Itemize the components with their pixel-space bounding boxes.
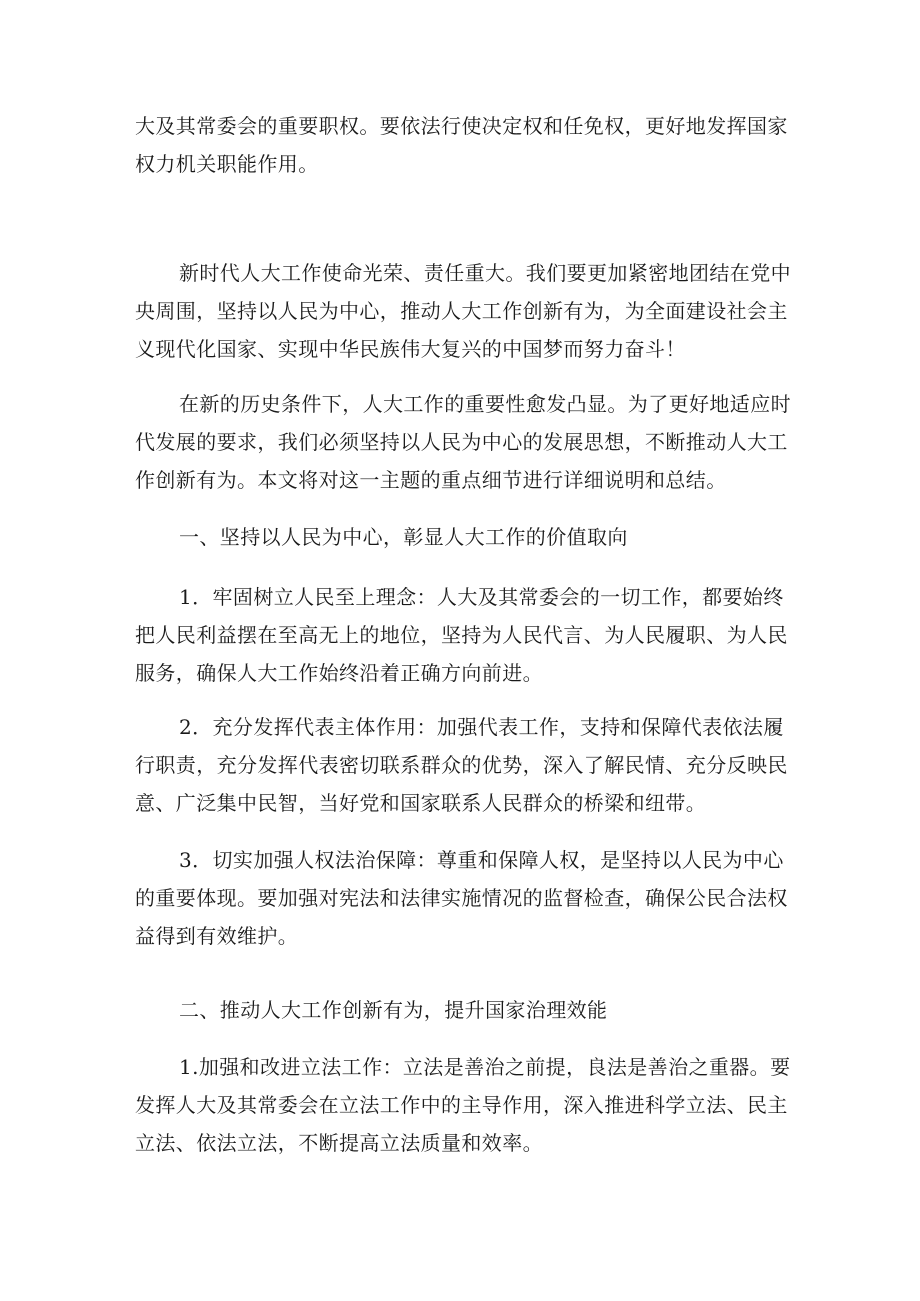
text-line: 3．切实加强人权法治保障：尊重和保障人权，是坚持以人民为中心 xyxy=(179,848,784,872)
heading-text: 一、坚持以人民为中心，彰显人大工作的价值取向 xyxy=(179,525,628,549)
text-line: 代发展的要求，我们必须坚持以人民为中心的发展思想，不断推动人大工 xyxy=(135,430,788,454)
list-item-paragraph xyxy=(135,841,795,955)
text-line: 1．牢固树立人民至上理念：人大及其常委会的一切工作，都要始终 xyxy=(179,585,784,609)
text-line: 发挥人大及其常委会在立法工作中的主导作用，深入推进科学立法、民主 xyxy=(135,1093,788,1117)
text-line: 服务，确保人大工作始终沿着正确方向前进。 xyxy=(135,661,543,685)
text-line: 2．充分发挥代表主体作用：加强代表工作，支持和保障代表依法履 xyxy=(179,715,784,739)
list-item-paragraph xyxy=(135,578,795,692)
text-line: 行职责，充分发挥代表密切联系群众的优势，深入了解民情、充分反映民 xyxy=(135,753,788,777)
text-line: 1.加强和改进立法工作：立法是善治之前提，良法是善治之重器。要 xyxy=(179,1055,791,1079)
text-line: 益得到有效维护。 xyxy=(135,924,299,948)
text-line: 意、广泛集中民智，当好党和国家联系人民群众的桥梁和纽带。 xyxy=(135,791,707,815)
text-line: 义现代化国家、实现中华民族伟大复兴的中国梦而努力奋斗！ xyxy=(135,337,686,361)
text-line: 把人民利益摆在至高无上的地位，坚持为人民代言、为人民履职、为人民 xyxy=(135,623,788,647)
text-line: 立法、依法立法，不断提高立法质量和效率。 xyxy=(135,1131,543,1155)
paragraph-continuation xyxy=(135,107,795,183)
paragraph xyxy=(135,254,795,368)
text-line: 作创新有为。本文将对这一主题的重点细节进行详细说明和总结。 xyxy=(135,468,727,492)
section-heading xyxy=(135,991,795,1029)
list-item-paragraph xyxy=(135,708,795,822)
text-line: 央周围，坚持以人民为中心，推动人大工作创新有为，为全面建设社会主 xyxy=(135,299,788,323)
text-line: 新时代人大工作使命光荣、责任重大。我们要更加紧密地团结在党中 xyxy=(179,261,791,285)
paragraph xyxy=(135,385,795,499)
text-line: 大及其常委会的重要职权。要依法行使决定权和任免权，更好地发挥国家 xyxy=(135,114,788,138)
text-line: 的重要体现。要加强对宪法和法律实施情况的监督检查，确保公民合法权 xyxy=(135,886,788,910)
heading-text: 二、推动人大工作创新有为，提升国家治理效能 xyxy=(179,998,608,1022)
list-item-paragraph xyxy=(135,1048,795,1162)
text-line: 在新的历史条件下，人大工作的重要性愈发凸显。为了更好地适应时 xyxy=(179,392,791,416)
text-line: 权力机关职能作用。 xyxy=(135,152,319,176)
section-heading xyxy=(135,518,795,556)
